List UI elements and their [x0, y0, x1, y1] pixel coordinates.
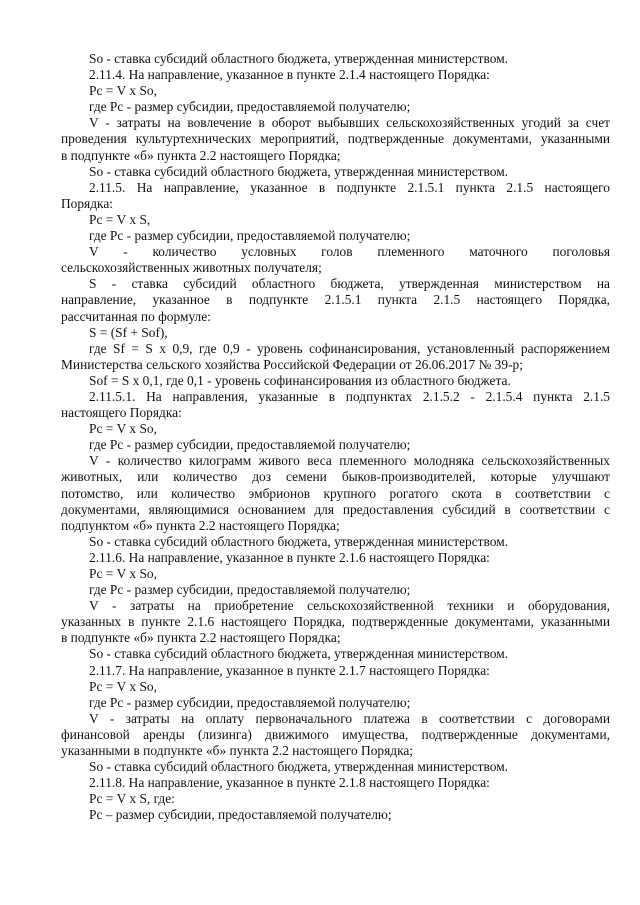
text-line: в подпункте «б» пункта 2.2 настоящего Порядка;	[61, 147, 341, 163]
text-line: где Рс - размер субсидии, предоставляемой получателю;	[89, 228, 411, 244]
text-line: Министерства сельского хозяйства Российской Федерации от 26.06.2017 № 39-р;	[61, 356, 523, 372]
text-line: So - ставка субсидий областного бюджета, утвержденная министерством.	[89, 759, 509, 775]
text-line: указанных в пункте 2.1.6 настоящего Порядка, подтвержденные документами, указанными	[61, 614, 610, 630]
text-line: где Рс - размер субсидии, предоставляемой получателю;	[89, 694, 411, 710]
text-line: V - количество условных голов племенного маточного поголовья	[89, 244, 610, 260]
text-line: Рс – размер субсидии, предоставляемой получателю;	[89, 807, 392, 823]
text-line: рассчитанная по формуле:	[61, 308, 211, 324]
text-line: направление, указанное в подпункте 2.1.5.1 пункта 2.1.5 настоящего Порядка,	[61, 292, 610, 308]
text-line: настоящего Порядка:	[61, 405, 182, 421]
text-line: Рс = V x S,	[89, 211, 151, 227]
text-line: Рс = V x So,	[89, 566, 157, 581]
text-line: S = (Sf + Sof),	[89, 324, 168, 340]
text-line: 2.11.6. На направление, указанное в пункте 2.1.6 настоящего Порядка:	[89, 549, 490, 565]
text-line: сельскохозяйственных животных получателя;	[61, 260, 322, 276]
text-line: So - ставка субсидий областного бюджета, утвержденная министерством.	[89, 533, 509, 549]
text-line: Порядка:	[61, 195, 113, 211]
text-line: где Рс - размер субсидии, предоставляемой получателю;	[89, 99, 411, 115]
text-line: животных, или количество доз семени быков-производителей, которые улучшают	[61, 469, 610, 485]
text-line: финансовой аренды (лизинга) движимого имущества, подтвержденные документами,	[61, 726, 610, 742]
text-line: где Рс - размер субсидии, предоставляемой получателю;	[89, 437, 411, 453]
text-line: So - ставка субсидий областного бюджета, утвержденная министерством.	[89, 51, 509, 66]
text-line: где Sf = S x 0,9, где 0,9 - уровень софинансирования, установленный распоряжением	[89, 340, 610, 356]
text-line: указанными в подпункте «б» пункта 2.2 настоящего Порядка;	[61, 743, 414, 759]
text-line: проведения культуртехнических мероприятий, подтвержденные документами, указанными	[61, 131, 610, 147]
text-line: Рс = V x S, где:	[89, 791, 175, 807]
text-line: Рс = V x So,	[89, 421, 157, 437]
text-line: S - ставка субсидий областного бюджета, утвержденная министерством на	[89, 276, 610, 292]
text-line: V - затраты на приобретение сельскохозяйственной техники и оборудования,	[89, 598, 610, 614]
text-line: 2.11.8. На направление, указанное в пункте 2.1.8 настоящего Порядка:	[89, 775, 490, 791]
text-line: документами, являющимися основанием для предоставления субсидий в соответствии с	[61, 501, 610, 517]
text-line: So - ставка субсидий областного бюджета, утвержденная министерством.	[89, 646, 509, 662]
text-line: 2.11.7. На направление, указанное в пункте 2.1.7 настоящего Порядка:	[89, 662, 490, 678]
document-body	[61, 51, 610, 824]
text-line: потомство, или количество эмбрионов крупного рогатого скота в соответствии с	[61, 485, 610, 501]
text-line: 2.11.5. На направление, указанное в подпункте 2.1.5.1 пункта 2.1.5 настоящего	[89, 179, 610, 195]
text-line: в подпункте «б» пункта 2.2 настоящего Порядка;	[61, 630, 341, 646]
text-line: V - затраты на оплату первоначального платежа в соответствии с договорами	[89, 710, 610, 726]
text-line: V - затраты на вовлечение в оборот выбывших сельскохозяйственных угодий за счет	[89, 115, 610, 131]
text-line: подпунктом «б» пункта 2.2 настоящего Порядка;	[61, 517, 340, 533]
text-line: V - количество килограмм живого веса племенного молодняка сельскохозяйственных	[89, 453, 610, 469]
text-line: Рс = V x So,	[89, 83, 157, 99]
text-line: Рс = V x So,	[89, 678, 157, 694]
text-line: 2.11.5.1. На направления, указанные в подпунктах 2.1.5.2 - 2.1.5.4 пункта 2.1.5	[89, 388, 610, 404]
text-line: 2.11.4. На направление, указанное в пункте 2.1.4 настоящего Порядка:	[89, 67, 490, 83]
text-line: где Рс - размер субсидии, предоставляемой получателю;	[89, 582, 411, 598]
text-line: So - ставка субсидий областного бюджета, утвержденная министерством.	[89, 163, 509, 179]
text-line: Sof = S x 0,1, где 0,1 - уровень софинансирования из областного бюджета.	[89, 372, 511, 388]
